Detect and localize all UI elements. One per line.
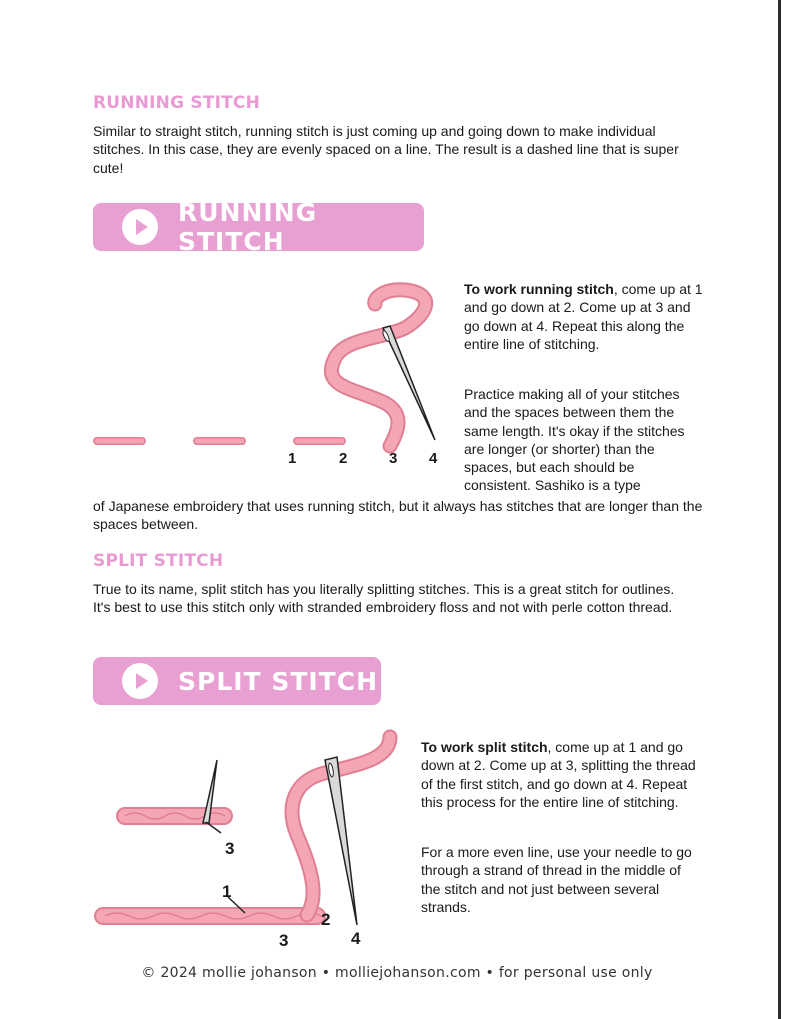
split-stitch-heading: SPLIT STITCH xyxy=(93,551,224,571)
running-stitch-heading: RUNNING STITCH xyxy=(93,93,261,113)
label-1: 1 xyxy=(288,450,297,467)
split-stitch-instructions xyxy=(421,738,696,811)
running-stitch-instructions xyxy=(464,280,704,353)
footer: © 2024 mollie johanson • molliejohanson.com • for personal use only xyxy=(141,965,653,981)
split-stitch-tip: For a more even line, use your needle to go through a strand of thread in the middle of the stitch and not just between several strands. xyxy=(421,844,692,915)
running-stitch-video-button[interactable] xyxy=(93,198,424,256)
play-icon xyxy=(122,209,158,245)
label-3-top: 3 xyxy=(225,839,235,858)
split-stitch-illustration xyxy=(85,725,415,955)
split-how-to-rest: , come up at 1 and go down at 2. Come up at 3, splitting the thread of the first stitch, and go down at 4. Repeat this process for the entire line of stitching. xyxy=(421,739,696,810)
label-1: 1 xyxy=(222,882,232,901)
running-stitch-practice: Practice making all of your stitches and the spaces between them the same length. It's okay if the stitches are longer (or shorter) than the spaces, but each should be consistent. Sashiko is a type xyxy=(464,386,685,494)
running-how-to-rest: , come up at 1 and go down at 2. Come up at 3 and go down at 4. Repeat this along the entire line of stitching. xyxy=(464,281,703,352)
split-stitch-intro: True to its name, split stitch has you literally splitting stitches. This is a great stitch for outlines. It's best to use this stitch only with stranded embroidery floss and not with perle cotton thread. xyxy=(93,581,675,616)
label-3: 3 xyxy=(279,931,289,950)
thread xyxy=(331,290,425,446)
running-how-to-bold: To work running stitch xyxy=(464,281,614,297)
label-4: 4 xyxy=(351,929,361,948)
split-how-to-bold: To work split stitch xyxy=(421,739,548,755)
running-stitch-practice-cont: of Japanese embroidery that uses running stitch, but it always has stitches that are longer than the spaces between. xyxy=(93,498,703,533)
label-2: 2 xyxy=(339,450,348,467)
needle-icon xyxy=(325,757,357,925)
split-stitch-video-button[interactable] xyxy=(93,657,381,705)
label-2: 2 xyxy=(321,910,331,929)
label-4: 4 xyxy=(429,450,438,467)
running-stitch-banner-label: RUNNING STITCH xyxy=(178,198,318,256)
page-edge xyxy=(778,0,781,1019)
stitch-segment xyxy=(117,808,232,824)
play-icon xyxy=(122,663,158,699)
running-stitch-intro: Similar to straight stitch, running stitch is just coming up and going down to make individual stitches. In this case, they are evenly spaced on a line. The result is a dashed line that is super cute! xyxy=(93,123,679,176)
label-3: 3 xyxy=(389,450,398,467)
split-stitch-banner-label: SPLIT STITCH xyxy=(178,666,379,696)
running-stitch-illustration xyxy=(85,278,460,478)
